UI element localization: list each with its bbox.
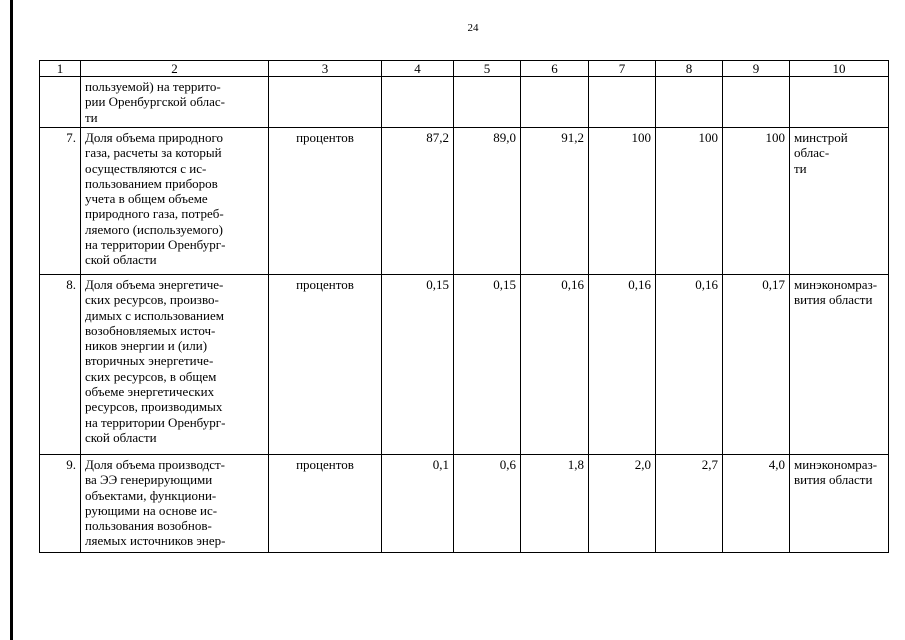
column-header: 3 <box>269 61 382 77</box>
column-header: 2 <box>81 61 269 77</box>
column-header: 6 <box>521 61 589 77</box>
column-header: 10 <box>790 61 889 77</box>
indicator-name-line: Доля объема производст- <box>85 457 225 472</box>
table-row <box>40 455 889 553</box>
value-cell: 0,17 <box>723 275 790 455</box>
value-cell: 0,1 <box>382 455 454 553</box>
indicator-name-line: на территории Оренбург- <box>85 414 226 430</box>
indicator-name-line: пользования возобнов- <box>85 518 212 534</box>
column-header: 9 <box>723 61 790 77</box>
indicator-name-line: на территории Оренбург- <box>85 237 226 253</box>
indicator-name-line: природного газа, потреб- <box>85 206 224 222</box>
value-cell <box>723 77 790 128</box>
responsible-cell <box>790 275 889 455</box>
value-cell <box>521 77 589 128</box>
row-number-cell: 7. <box>40 128 81 275</box>
indicator-name-line: ских ресурсов, в общем <box>85 368 217 384</box>
indicator-name-line: Доля объема природного <box>85 130 223 145</box>
indicator-name-line: ских ресурсов, произво- <box>85 292 219 308</box>
responsible-cell <box>790 77 889 128</box>
value-cell: 100 <box>723 128 790 275</box>
column-header: 5 <box>454 61 521 77</box>
responsible-line: минстрой облас- <box>794 130 848 161</box>
indicator-name-line: газа, расчеты за который <box>85 145 222 161</box>
page-number: 24 <box>467 22 479 34</box>
indicators-table <box>39 60 889 553</box>
table-row <box>40 128 889 275</box>
unit-cell: процентов <box>269 128 382 275</box>
value-cell: 100 <box>589 128 656 275</box>
value-cell: 100 <box>656 128 723 275</box>
indicator-name-line: рии Оренбургской облас- <box>85 94 226 110</box>
row-number-cell: 8. <box>40 275 81 455</box>
indicator-name-line: ресурсов, производимых <box>85 399 223 415</box>
column-header: 8 <box>656 61 723 77</box>
indicator-name-line: объеме энергетических <box>85 384 215 400</box>
indicator-name-line: ляемого (используемого) <box>85 221 224 237</box>
indicator-name-line: учета в общем объеме <box>85 191 208 207</box>
indicator-name-line: пользованием приборов <box>85 175 218 191</box>
indicator-name-line: ляемых источников энер- <box>85 533 226 549</box>
table-row <box>40 275 889 455</box>
value-cell: 0,16 <box>521 275 589 455</box>
value-cell: 0,16 <box>589 275 656 455</box>
value-cell <box>656 77 723 128</box>
indicator-name-cell <box>81 275 269 455</box>
value-cell: 2,0 <box>589 455 656 553</box>
column-header: 7 <box>589 61 656 77</box>
indicator-name-line: ва ЭЭ генерирующими <box>85 472 213 488</box>
indicator-name-cell <box>81 77 269 128</box>
indicator-name-line: Доля объема энергетиче- <box>85 277 224 292</box>
page-edge-bar <box>10 0 13 640</box>
row-number-cell <box>40 77 81 128</box>
indicator-name-cell <box>81 455 269 553</box>
column-header: 4 <box>382 61 454 77</box>
value-cell: 2,7 <box>656 455 723 553</box>
value-cell <box>454 77 521 128</box>
value-cell: 0,15 <box>454 275 521 455</box>
table-row <box>40 77 889 128</box>
responsible-line: вития области <box>794 472 873 488</box>
column-number-header-row <box>40 61 889 77</box>
indicator-name-cell <box>81 128 269 275</box>
value-cell: 0,15 <box>382 275 454 455</box>
indicator-name-line: димых с использованием <box>85 307 224 323</box>
responsible-line: минэкономраз- <box>794 277 878 292</box>
unit-cell: процентов <box>269 275 382 455</box>
indicator-name-line: ти <box>85 109 98 125</box>
unit-cell: процентов <box>269 455 382 553</box>
value-cell: 4,0 <box>723 455 790 553</box>
value-cell: 91,2 <box>521 128 589 275</box>
responsible-cell <box>790 455 889 553</box>
value-cell: 87,2 <box>382 128 454 275</box>
responsible-cell <box>790 128 889 275</box>
indicator-name-line: возобновляемых источ- <box>85 322 216 338</box>
value-cell: 89,0 <box>454 128 521 275</box>
indicator-name-line: осуществляются с ис- <box>85 160 207 176</box>
value-cell <box>589 77 656 128</box>
responsible-line: минэкономраз- <box>794 457 878 472</box>
indicator-name-line: ской области <box>85 252 157 268</box>
indicator-name-line: вторичных энергетиче- <box>85 353 214 369</box>
indicator-name-line: ской области <box>85 429 157 445</box>
row-number-cell: 9. <box>40 455 81 553</box>
indicator-name-line: рующими на основе ис- <box>85 502 218 518</box>
indicator-name-line: ников энергии и (или) <box>85 338 208 354</box>
unit-cell <box>269 77 382 128</box>
responsible-line: ти <box>794 160 807 176</box>
indicator-name-line: пользуемой) на террито- <box>85 79 221 94</box>
value-cell: 0,6 <box>454 455 521 553</box>
responsible-line: вития области <box>794 292 873 308</box>
column-header: 1 <box>40 61 81 77</box>
value-cell <box>382 77 454 128</box>
value-cell: 0,16 <box>656 275 723 455</box>
value-cell: 1,8 <box>521 455 589 553</box>
indicator-name-line: объектами, функциони- <box>85 487 217 503</box>
